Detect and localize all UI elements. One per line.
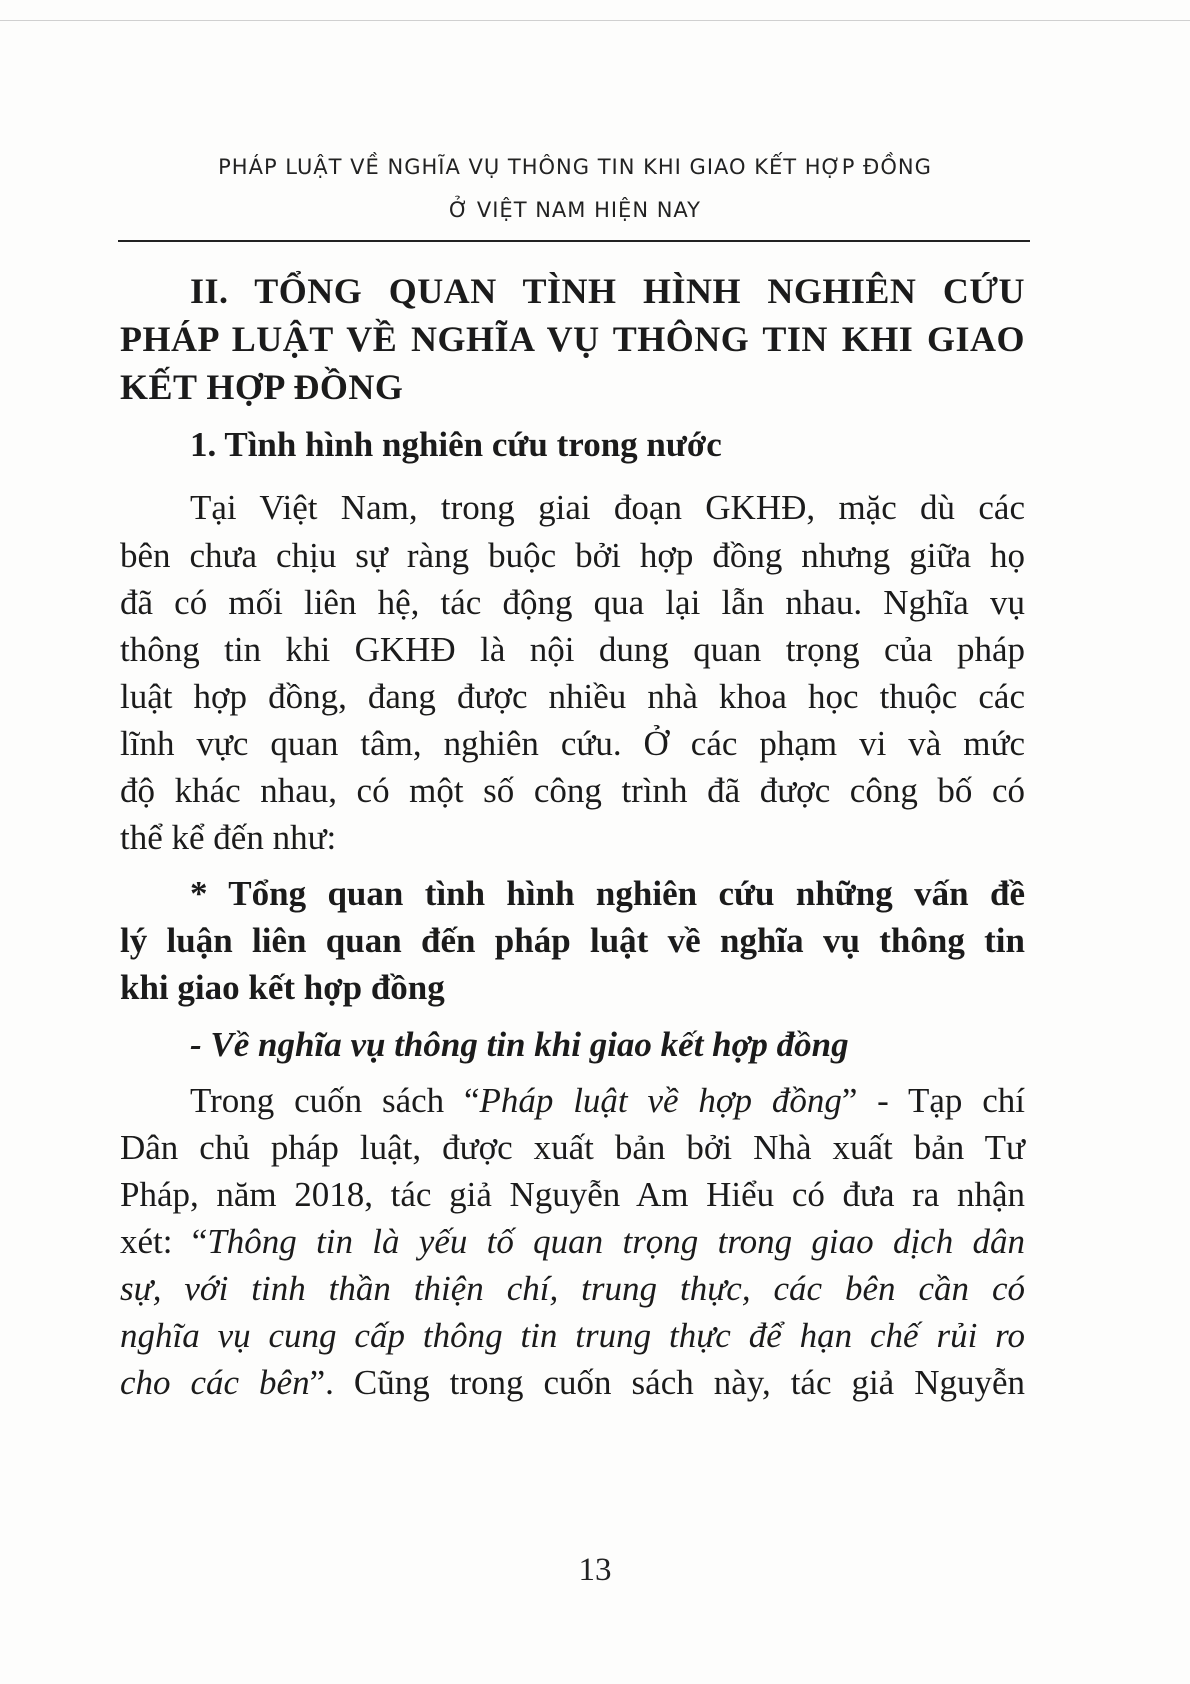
p2-l7-b: ”. Cũng trong cuốn sách này, tác giả Nguyễn (309, 1363, 1026, 1402)
paragraph2-line5: sự, với tinh thần thiện chí, trung thực, các bên cần có (120, 1269, 1025, 1308)
paragraph1-line2: bên chưa chịu sự ràng buộc bởi hợp đồng nhưng giữa họ (120, 536, 1025, 575)
p2-l1-c: ” - Tạp chí (841, 1081, 1025, 1120)
p2-l4-a: xét: “ (120, 1222, 208, 1261)
running-header-line2: Ở VIỆT NAM HIỆN NAY (449, 198, 701, 222)
paragraph2-line4 (120, 1224, 1025, 1259)
paragraph1-line4: thông tin khi GKHĐ là nội dung quan trọng của pháp (120, 630, 1025, 669)
section-heading-line1: II. TỔNG QUAN TÌNH HÌNH NGHIÊN CỨU (190, 271, 1025, 311)
p2-l1-a: Trong cuốn sách “ (190, 1081, 480, 1120)
bold-topic-line2: lý luận liên quan đến pháp luật về nghĩa vụ thông tin (120, 921, 1025, 960)
paragraph1-line5: luật hợp đồng, đang được nhiều nhà khoa học thuộc các (120, 677, 1025, 716)
paragraph1-line3: đã có mối liên hệ, tác động qua lại lẫn nhau. Nghĩa vụ (120, 583, 1025, 622)
italic-topic: - Về nghĩa vụ thông tin khi giao kết hợp đồng (190, 1025, 849, 1064)
running-header-line1: PHÁP LUẬT VỀ NGHĨA VỤ THÔNG TIN KHI GIAO KẾT HỢP ĐỒNG (218, 155, 932, 179)
quote-start: Thông tin là yếu tố quan trọng trong giao dịch dân (207, 1222, 1025, 1261)
paragraph2-line1 (190, 1083, 1025, 1118)
paragraph2-line7 (120, 1365, 1025, 1400)
paragraph1-line7: độ khác nhau, có một số công trình đã được công bố có (120, 771, 1025, 810)
paragraph1-line6: lĩnh vực quan tâm, nghiên cứu. Ở các phạm vi và mức (120, 724, 1025, 763)
page-number: 13 (578, 1552, 612, 1588)
paragraph2-line6: nghĩa vụ cung cấp thông tin trung thực để hạn chế rủi ro (120, 1316, 1025, 1355)
scan-edge-line (0, 20, 1190, 21)
paragraph2-line2: Dân chủ pháp luật, được xuất bản bởi Nhà xuất bản Tư (120, 1128, 1025, 1167)
header-rule (118, 240, 1030, 242)
section-heading-line2: PHÁP LUẬT VỀ NGHĨA VỤ THÔNG TIN KHI GIAO (120, 319, 1025, 359)
section-heading-line3: KẾT HỢP ĐỒNG (120, 367, 404, 407)
book-title: Pháp luật về hợp đồng (479, 1081, 842, 1120)
paragraph1-line1: Tại Việt Nam, trong giai đoạn GKHĐ, mặc dù các (190, 488, 1025, 527)
subheading: 1. Tình hình nghiên cứu trong nước (190, 425, 722, 464)
paragraph2-line3: Pháp, năm 2018, tác giả Nguyễn Am Hiểu có đưa ra nhận (120, 1175, 1025, 1214)
quote-end: cho các bên (120, 1363, 310, 1402)
paragraph1-line8: thể kể đến như: (120, 818, 337, 857)
bold-topic-line1: * Tổng quan tình hình nghiên cứu những vấn đề (190, 874, 1025, 913)
bold-topic-line3: khi giao kết hợp đồng (120, 968, 445, 1007)
